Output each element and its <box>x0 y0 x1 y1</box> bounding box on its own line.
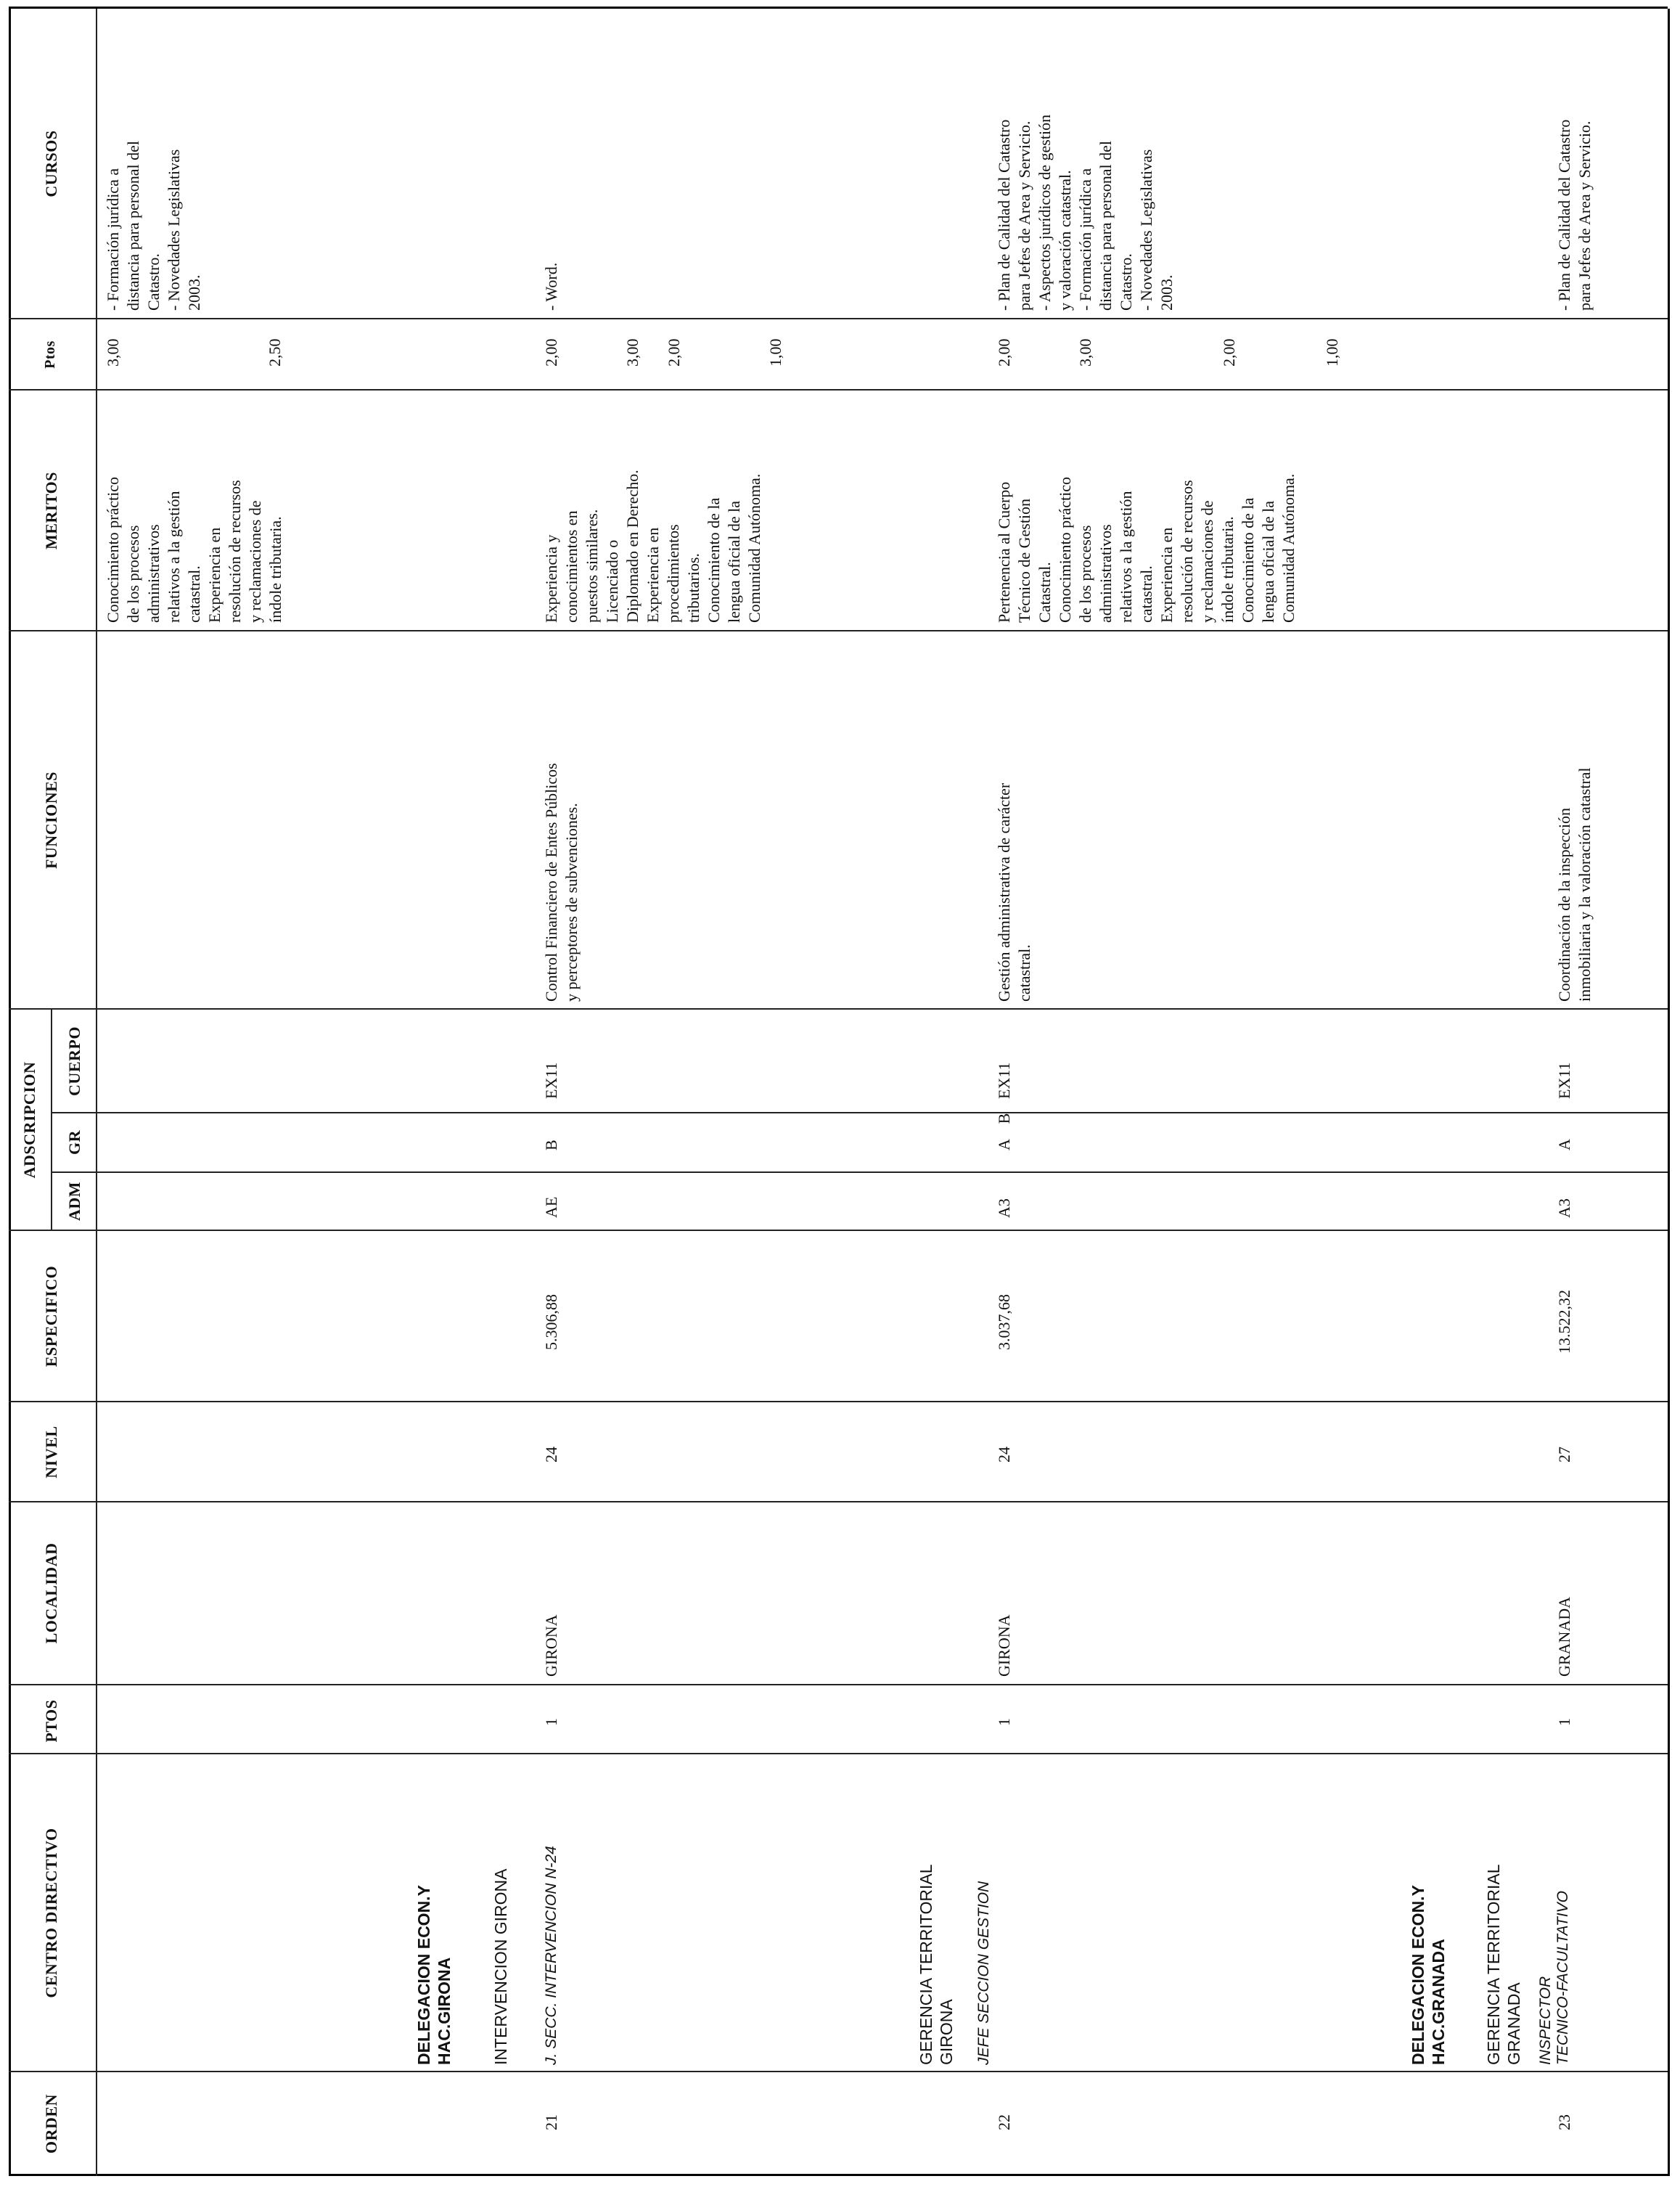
col-divider-funciones <box>9 630 1668 631</box>
row21-adm: AE <box>542 1196 560 1218</box>
col-divider-adscripcion <box>9 1008 1668 1010</box>
row23-centro-org: DELEGACION ECON.Y HAC.GRANADA <box>1409 1885 1448 2065</box>
header-ptos: PTOS <box>42 1699 60 1743</box>
adscripcion-divider <box>51 1010 52 1231</box>
header-centro-directivo: CENTRO DIRECTIVO <box>42 1828 60 1998</box>
row22-ptos-meritos-2: 3,00 <box>1076 338 1094 367</box>
header-gr: GR <box>65 1130 83 1155</box>
header-especifico: ESPECIFICO <box>42 1265 60 1367</box>
row23-cuerpo: EX11 <box>1555 1062 1573 1099</box>
row21-ptos-meritos-2: 3,00 <box>623 338 642 367</box>
row23-ptos: 1 <box>1555 1718 1573 1726</box>
row23-nivel: 27 <box>1555 1447 1573 1463</box>
col-divider-nivel <box>9 1401 1668 1402</box>
block0-meritos: Conocimiento práctico de los procesos administrativos relativos a la gestión catastral. Experiencia en resolución de recursos y reclamaciones de índole tributaria. <box>104 477 284 623</box>
table-bottom-border <box>1668 9 1670 2176</box>
block0-ptos-1: 3,00 <box>104 338 122 367</box>
row22-funciones: Gestión administrativa de carácter catastral. <box>995 782 1033 1002</box>
col-divider-ptos <box>9 1684 1668 1685</box>
row23-funciones: Coordinación de la inspección inmobiliaria y la valoración catastral <box>1555 767 1594 1002</box>
row21-centro-unit: INTERVENCION GIRONA <box>491 1868 510 2065</box>
row23-especifico: 13.522,32 <box>1555 1290 1573 1354</box>
row21-ptos: 1 <box>542 1718 560 1726</box>
header-funciones: FUNCIONES <box>42 771 60 870</box>
row21-centro-org: DELEGACION ECON.Y HAC.GIRONA <box>414 1885 454 2065</box>
header-meritos: MERITOS <box>42 472 60 550</box>
block0-cursos: - Formación jurídica a distancia para personal del Catastro. - Novedades Legislativas 2003. <box>104 141 203 311</box>
header-adscripcion: ADSCRIPCION <box>20 1061 38 1179</box>
col-divider-centro <box>9 1753 1668 1754</box>
col-divider-localidad <box>9 1501 1668 1502</box>
header-divider <box>96 9 97 2176</box>
header-localidad: LOCALIDAD <box>42 1542 60 1644</box>
row22-adm: A3 <box>995 1198 1013 1218</box>
row23-localidad: GRANADA <box>1555 1597 1573 1677</box>
row21-nivel: 24 <box>542 1447 560 1463</box>
row22-localidad: GIRONA <box>995 1614 1013 1677</box>
row23-orden: 23 <box>1555 2114 1573 2130</box>
table-right-border <box>9 7 1668 9</box>
row21-localidad: GIRONA <box>542 1614 560 1677</box>
row22-orden: 22 <box>995 2114 1013 2130</box>
row21-ptos-meritos-3: 2,00 <box>665 338 683 367</box>
col-divider-gr <box>51 1112 1668 1113</box>
row21-cuerpo: EX11 <box>542 1062 560 1099</box>
header-orden: ORDEN <box>42 2094 60 2154</box>
row21-funciones: Control Financiero de Entes Públicos y perceptores de subvenciones. <box>542 763 581 1002</box>
row22-meritos: Pertenencia al Cuerpo Técnico de Gestión Catastral. Conocimiento práctico de los procesos administrativos relativos a la gestión catastral. Experiencia en resolución de recursos y reclamaciones de índole tributaria. Conocimiento de la lengua oficial de la Comunidad Autónoma. <box>995 473 1298 623</box>
row22-cuerpo: EX11 <box>995 1062 1013 1099</box>
header-adm: ADM <box>65 1181 83 1222</box>
row21-orden: 21 <box>542 2114 560 2130</box>
row23-centro-puesto: INSPECTOR TECNICO-FACULTATIVO <box>1537 1891 1571 2065</box>
row22-centro-puesto: JEFE SECCION GESTION <box>975 1881 992 2065</box>
header-cursos: CURSOS <box>42 130 60 197</box>
row23-centro-unit: GERENCIA TERRITORIAL GRANADA <box>1484 1864 1523 2065</box>
row22-ptos-meritos-4: 1,00 <box>1323 338 1341 367</box>
row22-cursos: - Plan de Calidad del Catastro para Jefes de Area y Servicio. - Aspectos jurídicos de gestión y valoración catastral. - Formación jurídica a distancia para personal del Catastro. - Novedades Legislativas 2003. <box>995 114 1176 311</box>
header-nivel: NIVEL <box>42 1426 60 1479</box>
row21-ptos-meritos-1: 2,00 <box>542 338 560 367</box>
row22-especifico: 3.037,68 <box>995 1294 1013 1350</box>
header-ptos-meritos: Ptos <box>42 340 58 369</box>
block0-ptos-2: 2,50 <box>266 338 284 367</box>
row21-gr: B <box>542 1140 560 1150</box>
col-divider-ptos-meritos <box>9 318 1668 319</box>
row21-cursos: - Word. <box>542 262 560 311</box>
row22-ptos: 1 <box>995 1718 1013 1726</box>
row21-ptos-meritos-4: 1,00 <box>766 338 784 367</box>
row21-centro-puesto: J. SECC. INTERVENCION N-24 <box>543 1846 560 2065</box>
col-divider-adm <box>51 1171 1668 1173</box>
header-cuerpo: CUERPO <box>65 1026 83 1096</box>
row22-nivel: 24 <box>995 1447 1013 1463</box>
table-top-border <box>9 9 11 2176</box>
row22-ptos-meritos-3: 2,00 <box>1220 338 1238 367</box>
row22-centro-unit: GERENCIA TERRITORIAL GIRONA <box>917 1864 956 2065</box>
row21-especifico: 5.306,88 <box>542 1294 560 1350</box>
row22-gr: A B <box>995 1113 1013 1150</box>
col-divider-orden <box>9 2071 1668 2072</box>
row22-ptos-meritos-1: 2,00 <box>995 338 1013 367</box>
col-divider-especifico <box>9 1230 1668 1231</box>
table-left-border <box>9 2174 1668 2176</box>
row23-cursos: - Plan de Calidad del Catastro para Jefes de Area y Servicio. <box>1555 119 1594 311</box>
row21-meritos: Experiencia y conocimientos en puestos similares. Licenciado o Diplomado en Derecho. Experiencia en procedimientos tributarios. Conocimiento de la lengua oficial de la Comunidad Autónoma. <box>542 470 763 623</box>
row23-adm: A3 <box>1555 1198 1573 1218</box>
row23-gr: A <box>1555 1139 1573 1150</box>
